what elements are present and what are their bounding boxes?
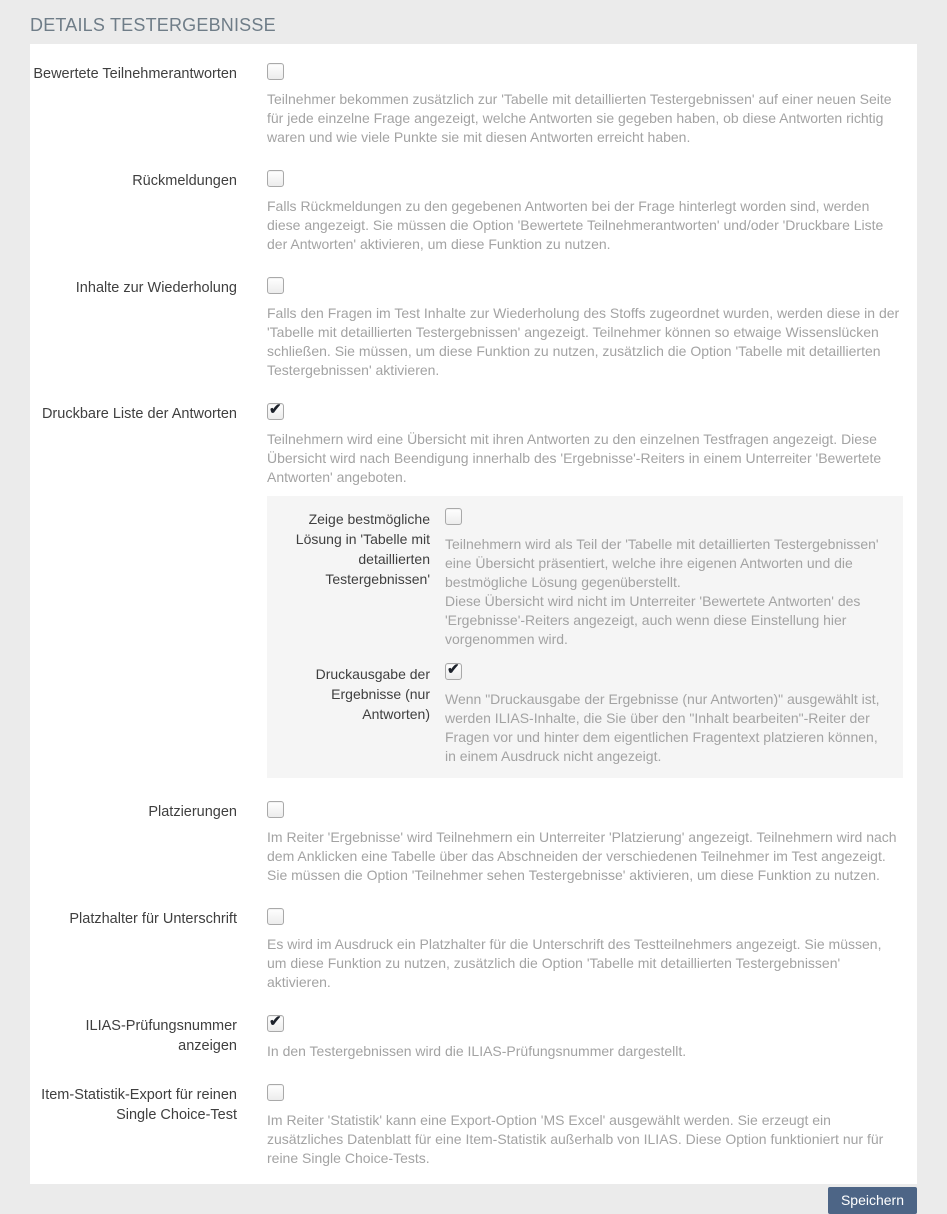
description-line: Teilnehmern wird eine Übersicht mit ihren Antworten zu den einzelnen Testfragen angezeigt. Diese Übersicht wird nach Beendigung innerhalb des 'Ergebnisse'-Reiters in einem Unterreiter 'Bewertete Antworten' angeboten.: [267, 431, 882, 485]
form-panel: [30, 44, 917, 1184]
field-content: [445, 663, 883, 766]
checkbox[interactable]: [267, 908, 284, 925]
form-row: [30, 908, 917, 992]
checkbox[interactable]: [445, 663, 462, 680]
field-label: Druckausgabe der Ergebnisse (nur Antworten): [315, 666, 430, 722]
form-row: [30, 63, 917, 147]
field-content: [445, 508, 883, 649]
field-description: [267, 197, 917, 254]
field-label: Druckbare Liste der Antworten: [41, 406, 237, 422]
field-label: Platzierungen: [148, 804, 237, 820]
field-description: [445, 535, 883, 649]
field-description: [267, 1042, 917, 1061]
field-description: [267, 1111, 917, 1168]
description-line: Diese Übersicht wird nicht im Unterreiter 'Bewertete Antworten' des 'Ergebnisse'-Reiters angezeigt, auch wenn diese Einstellung hier vorgenommen wird.: [445, 593, 861, 647]
field-description: [267, 430, 917, 487]
description-line: Es wird im Ausdruck ein Platzhalter für die Unterschrift des Testteilnehmers angezeigt. Sie müssen, um diese Funktion zu nutzen, zusätzlich die Option 'Tabelle mit detaillierten Testergebnissen' aktivieren.: [267, 936, 882, 990]
checkbox[interactable]: [445, 508, 462, 525]
field-label: Item-Statistik-Export für reinen Single Choice-Test: [41, 1087, 237, 1123]
description-line: Teilnehmern wird als Teil der 'Tabelle mit detaillierten Testergebnissen' eine Übersicht präsentiert, welche ihre eigenen Antworten und die bestmögliche Lösung gegenüberstellt.: [445, 536, 879, 590]
description-line: Teilnehmer bekommen zusätzlich zur 'Tabelle mit detaillierten Testergebnissen' auf einer neuen Seite für jede einzelne Frage angezeigt, welche Antworten sie gegeben haben, ob diese Antworten richtig waren und wie viele Punkte sie mit diesen Antworten erreicht haben.: [267, 91, 892, 145]
field-description: [445, 690, 883, 766]
field-description: [267, 935, 917, 992]
field-label: Platzhalter für Unterschrift: [69, 911, 237, 927]
field-content: [267, 63, 917, 147]
field-description: [267, 304, 917, 380]
save-button[interactable]: Speichern: [828, 1187, 917, 1214]
checkbox[interactable]: [267, 403, 284, 420]
checkbox[interactable]: [267, 277, 284, 294]
checkbox[interactable]: [267, 1084, 284, 1101]
form-rows: [30, 63, 917, 1168]
sub-options-box: [267, 496, 903, 778]
field-label: Rückmeldungen: [132, 173, 237, 189]
field-description: [267, 90, 917, 147]
form-row: [30, 1084, 917, 1168]
description-line: Im Reiter 'Statistik' kann eine Export-Option 'MS Excel' ausgewählt werden. Sie erzeugt ein zusätzliches Datenblatt für eine Item-Statistik außerhalb von ILIAS. Diese Option funktioniert nur für reine Single Choice-Tests.: [267, 1112, 884, 1166]
description-line: Wenn "Druckausgabe der Ergebnisse (nur Antworten)" ausgewählt ist, werden ILIAS-Inhalte, die Sie über den "Inhalt bearbeiten"-Reiter der Fragen vor und hinter dem eigentlichen Fragentext platzieren können, in einem Ausdruck nicht angezeigt.: [445, 691, 880, 764]
field-label: Zeige bestmögliche Lösung in 'Tabelle mit detaillierten Testergebnissen': [295, 511, 430, 587]
field-label: Bewertete Teilnehmerantworten: [33, 66, 237, 82]
field-content: [267, 801, 917, 885]
field-description: [267, 828, 917, 885]
checkbox[interactable]: [267, 63, 284, 80]
description-line: Falls Rückmeldungen zu den gegebenen Antworten bei der Frage hinterlegt worden sind, werden diese angezeigt. Sie müssen die Option 'Bewertete Teilnehmerantworten' und/oder 'Druckbare Liste der Antworten' aktivieren, um diese Funktion zu nutzen.: [267, 198, 884, 252]
form-row: [30, 1015, 917, 1061]
sub-form-row: [279, 508, 883, 649]
form-row: [30, 403, 917, 778]
field-content: [267, 277, 917, 380]
checkbox[interactable]: [267, 1015, 284, 1032]
field-label: ILIAS-Prüfungsnummer anzeigen: [85, 1018, 237, 1054]
field-content: [267, 170, 917, 254]
form-row: [30, 170, 917, 254]
form-row: [30, 801, 917, 885]
form-row: [30, 277, 917, 380]
description-line: Falls den Fragen im Test Inhalte zur Wiederholung des Stoffs zugeordnet wurden, werden diese in der 'Tabelle mit detaillierten Testergebnissen' angezeigt. Teilnehmer können so etwaige Wissenslücken schließen. Sie müssen, um diese Funktion zu nutzen, zusätzlich die Option 'Tabelle mit detaillierten Testergebnissen' aktivieren.: [267, 305, 900, 378]
field-content: [267, 1015, 917, 1061]
sub-form-row: [279, 663, 883, 766]
page-title: DETAILS TESTERGEBNISSE: [30, 15, 276, 35]
form-footer: [30, 1187, 917, 1214]
checkbox[interactable]: [267, 170, 284, 187]
field-content: [267, 1084, 917, 1168]
field-label: Inhalte zur Wiederholung: [75, 280, 237, 296]
description-line: Im Reiter 'Ergebnisse' wird Teilnehmern ein Unterreiter 'Platzierung' angezeigt. Teilnehmern wird nach dem Anklicken eine Tabelle über das Abschneiden der verschiedenen Teilnehmer im Test angezeigt. Sie müssen die Option 'Teilnehmer sehen Testergebnisse' aktivieren, um diese Funktion zu nutzen.: [267, 829, 897, 883]
checkbox[interactable]: [267, 801, 284, 818]
field-content: [267, 403, 917, 778]
field-content: [267, 908, 917, 992]
description-line: In den Testergebnissen wird die ILIAS-Prüfungsnummer dargestellt.: [267, 1043, 687, 1059]
